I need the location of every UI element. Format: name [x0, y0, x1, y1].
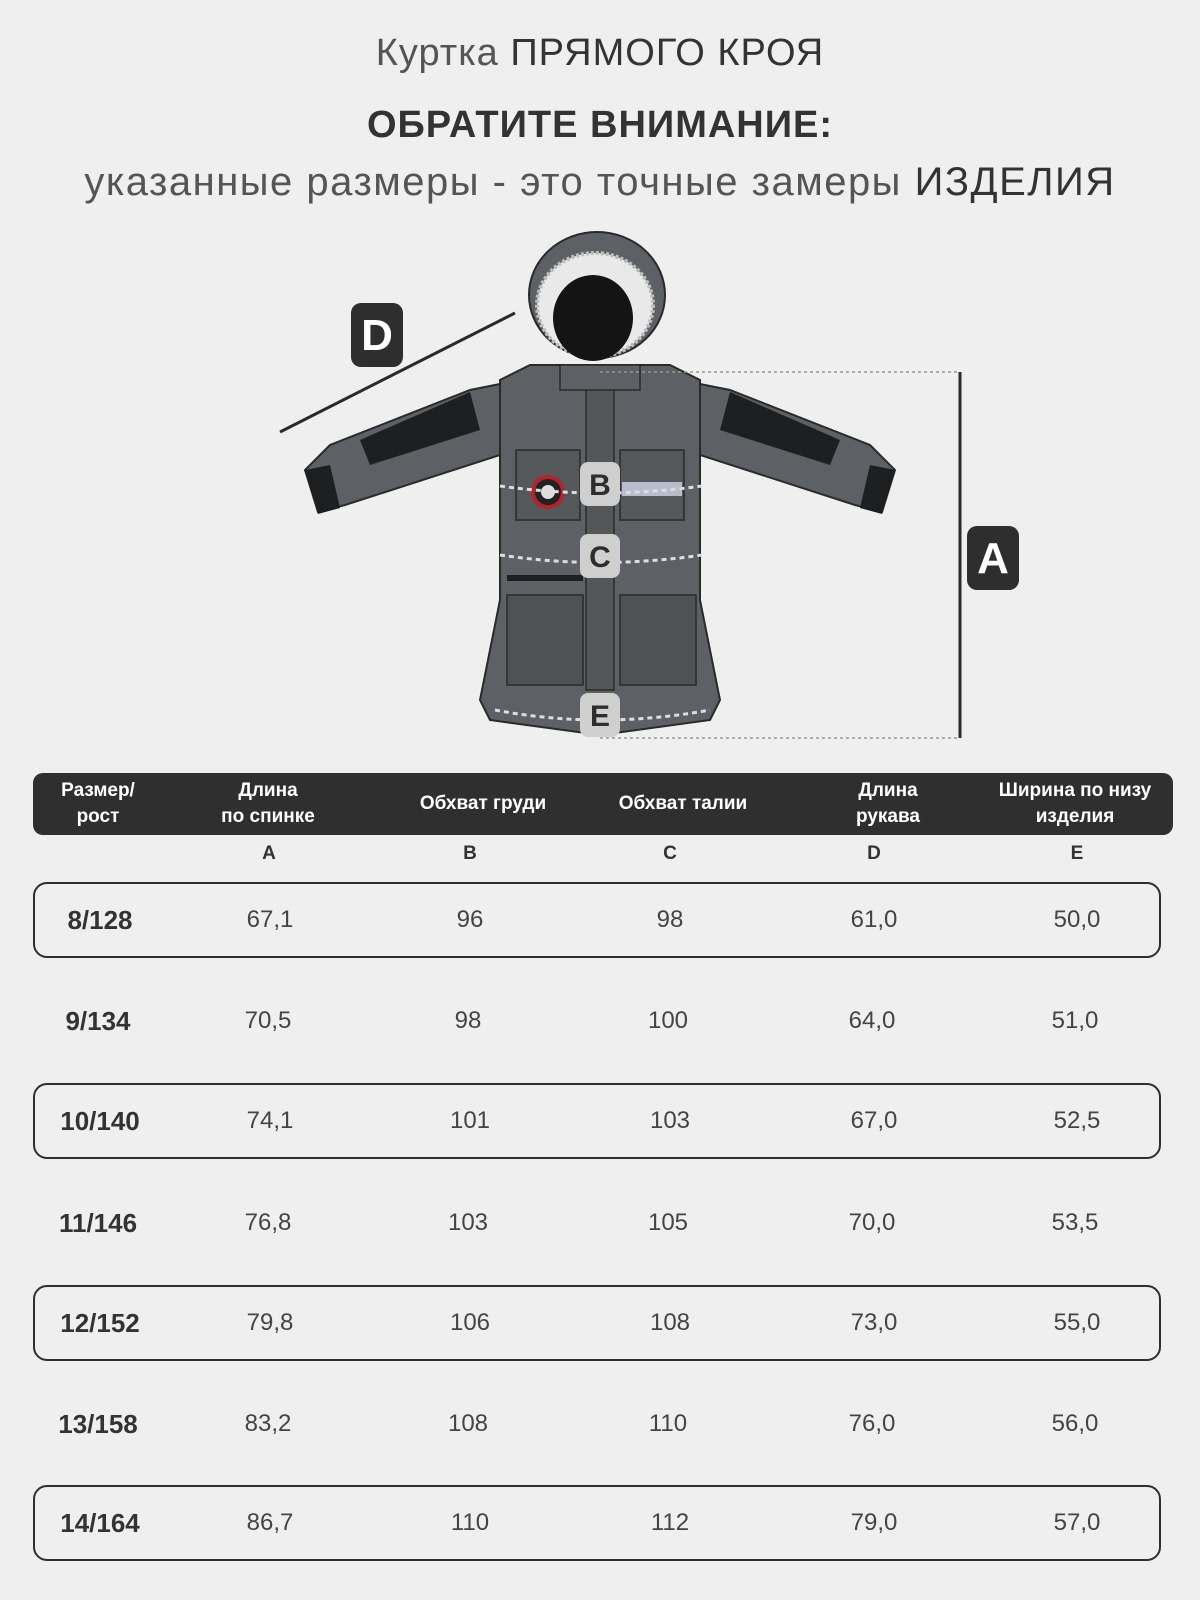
- cell-sleeve: 79,0: [850, 1509, 898, 1536]
- label-e: [580, 693, 620, 737]
- svg-text:E: E: [589, 700, 611, 733]
- cell-back-length: 86,7: [246, 1509, 294, 1536]
- subheading-strong: ИЗДЕЛИЯ: [914, 160, 1116, 204]
- attention-subheading: [0, 160, 1200, 205]
- label-b: [580, 462, 620, 506]
- cell-hem-width: 56,0: [1051, 1410, 1099, 1437]
- cell-sleeve: 61,0: [850, 906, 898, 933]
- cell-hem-width: 53,5: [1051, 1209, 1099, 1236]
- cell-size: 14/164: [60, 1507, 140, 1538]
- title-strong: ПРЯМОГО КРОЯ: [510, 32, 825, 74]
- svg-text:B: B: [589, 469, 611, 502]
- letter-c: C: [663, 843, 677, 864]
- cell-chest: 110: [450, 1509, 490, 1536]
- table-row: [33, 1185, 1161, 1261]
- svg-text:C: C: [589, 541, 611, 574]
- cell-chest: 108: [447, 1410, 489, 1437]
- table-row: [33, 1386, 1161, 1462]
- table-row: [33, 1285, 1161, 1361]
- cell-hem-width: 55,0: [1053, 1309, 1101, 1336]
- column-letters: [0, 843, 1200, 867]
- table-header: [33, 773, 1173, 835]
- letter-e: E: [1070, 843, 1084, 864]
- header-sleeve: Длина рукава: [856, 780, 920, 827]
- title-light: Куртка: [375, 32, 499, 74]
- jacket-diagram: [0, 220, 1200, 750]
- cell-back-length: 79,8: [246, 1309, 294, 1336]
- header-hem-width: Ширина по низу изделия: [998, 780, 1152, 827]
- table-row: [33, 983, 1161, 1059]
- cell-size: 9/134: [65, 1005, 131, 1036]
- cell-waist: 108: [649, 1309, 691, 1336]
- letter-b: B: [463, 843, 477, 864]
- cell-chest: 103: [447, 1209, 489, 1236]
- label-c: [580, 534, 620, 578]
- cell-chest: 101: [449, 1107, 491, 1134]
- header-chest: Обхват груди: [419, 793, 547, 814]
- cell-sleeve: 67,0: [850, 1107, 898, 1134]
- jacket-hood: [529, 232, 665, 361]
- cell-waist: 105: [647, 1209, 689, 1236]
- cell-back-length: 76,8: [244, 1209, 292, 1236]
- cell-waist: 103: [649, 1107, 691, 1134]
- cell-chest: 98: [454, 1007, 482, 1034]
- cell-hem-width: 52,5: [1053, 1107, 1101, 1134]
- table-row: [33, 1083, 1161, 1159]
- cell-back-length: 70,5: [244, 1007, 292, 1034]
- attention-heading: ОБРАТИТЕ ВНИМАНИЕ:: [366, 104, 834, 146]
- cell-hem-width: 57,0: [1053, 1509, 1101, 1536]
- cell-sleeve: 76,0: [848, 1410, 896, 1437]
- letter-a: A: [262, 843, 276, 864]
- header-waist: Обхват талии: [618, 793, 748, 814]
- svg-text:A: A: [977, 534, 1009, 583]
- cell-waist: 98: [656, 906, 684, 933]
- cell-size: 11/146: [58, 1207, 138, 1238]
- page-title: [0, 32, 1200, 75]
- cell-waist: 112: [650, 1509, 690, 1536]
- cell-chest: 106: [449, 1309, 491, 1336]
- header-back-length: Длина по спинке: [221, 780, 315, 827]
- letter-d: D: [867, 843, 881, 864]
- cell-size: 10/140: [60, 1105, 140, 1136]
- cell-size: 13/158: [58, 1408, 138, 1439]
- label-d: [351, 303, 403, 367]
- cell-back-length: 74,1: [246, 1107, 294, 1134]
- cell-chest: 96: [456, 906, 484, 933]
- cell-size: 12/152: [60, 1307, 140, 1338]
- header-size: Размер/ рост: [61, 780, 135, 827]
- cell-hem-width: 51,0: [1051, 1007, 1099, 1034]
- cell-waist: 100: [647, 1007, 689, 1034]
- table-row: [33, 882, 1161, 958]
- cell-sleeve: 70,0: [848, 1209, 896, 1236]
- cell-back-length: 83,2: [244, 1410, 292, 1437]
- cell-waist: 110: [648, 1410, 688, 1437]
- table-row: [33, 1485, 1161, 1561]
- cell-sleeve: 64,0: [848, 1007, 896, 1034]
- svg-text:D: D: [361, 311, 393, 360]
- cell-size: 8/128: [67, 904, 133, 935]
- label-a: [967, 526, 1019, 590]
- cell-hem-width: 50,0: [1053, 906, 1101, 933]
- cell-back-length: 67,1: [246, 906, 294, 933]
- cell-sleeve: 73,0: [850, 1309, 898, 1336]
- subheading-light: указанные размеры - это точные замеры: [84, 160, 902, 204]
